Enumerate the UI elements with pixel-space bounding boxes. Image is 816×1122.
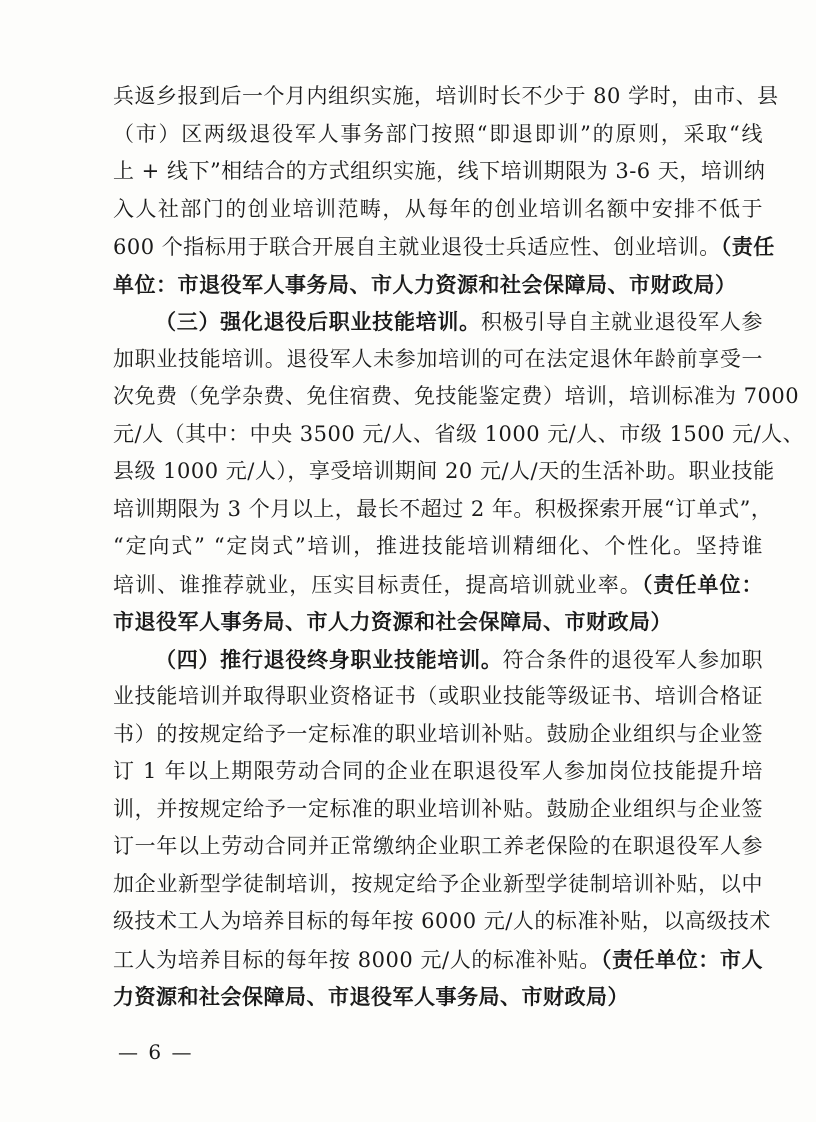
paragraph-text: 积极引导自主就业退役军人参 — [480, 310, 764, 334]
paragraph-line — [113, 566, 763, 604]
page-number: — 6 — — [118, 1040, 194, 1064]
paragraph-line — [113, 941, 763, 979]
paragraph-line: 加职业技能培训。退役军人未参加培训的可在法定退休年龄前享受一 — [113, 346, 763, 371]
paragraph-1 — [113, 78, 779, 303]
paragraph-3 — [113, 641, 771, 1016]
responsibility-label: （责任 — [720, 234, 775, 259]
paragraph-line: 培训期限为 3 个月以上，最长不超过 2 年。积极探索开展“订单式”， — [113, 496, 773, 521]
paragraph-line: 订一年以上劳动合同并正常缴纳企业职工养老保险的在职退役军人参 — [113, 834, 763, 858]
paragraph-line: 元/人（其中：中央 3500 元/人、省级 1000 元/人、市级 1500 元/人、 — [113, 421, 805, 446]
paragraph-line: 兵返乡报到后一个月内组织实施，培训时长不少于 80 学时，由市、县 — [113, 84, 779, 108]
paragraph-line: 县级 1000 元/人），享受培训期间 20 元/人/天的生活补助。职业技能 — [113, 459, 775, 483]
responsibility-label: （责任单位： — [641, 571, 764, 597]
paragraph-text: 工人为培养目标的每年按 8000 元/人的标准补贴。 — [113, 947, 601, 972]
responsibility-label: （责任单位：市人 — [600, 946, 763, 972]
section-heading: （四）推行退役终身职业技能培训。 — [155, 646, 503, 672]
paragraph-line — [113, 641, 763, 679]
paragraph-line: 训，并按规定给予一定标准的职业培训补贴。鼓励企业组织与企业签 — [113, 796, 763, 821]
responsibility-units: 市退役军人事务局、市人力资源和社会保障局、市财政局） — [113, 609, 672, 634]
paragraph-line: 订 1 年以上期限劳动合同的企业在职退役军人参加岗位技能提升培 — [113, 759, 763, 783]
paragraph-line: （市）区两级退役军人事务部门按照“即退即训”的原则，采取“线 — [113, 121, 763, 146]
paragraph-line — [113, 228, 775, 266]
paragraph-line: 加企业新型学徒制培训，按规定给予企业新型学徒制培训补贴，以中 — [113, 871, 763, 896]
paragraph-text: 600 个指标用于联合开展自主就业退役士兵适应性、创业培训。 — [113, 235, 721, 259]
paragraph-text: 培训、谁推荐就业，压实目标责任，提高培训就业率。 — [113, 572, 642, 597]
paragraph-line: “定向式” “定岗式”培训，推进技能培训精细化、个性化。坚持谁 — [113, 534, 763, 558]
paragraph-line: 业技能培训并取得职业资格证书（或职业技能等级证书、培训合格证 — [113, 684, 763, 708]
paragraph-line: 级技术工人为培养目标的每年按 6000 元/人的标准补贴，以高级技术 — [113, 909, 771, 933]
paragraph-line: 入人社部门的创业培训范畴，从每年的创业培训名额中安排不低于 — [113, 196, 763, 221]
paragraph-line: 书）的按规定给予一定标准的职业培训补贴。鼓励企业组织与企业签 — [113, 721, 763, 746]
paragraph-text: 符合条件的退役军人参加职 — [502, 647, 764, 672]
paragraph-line: 次免费（免学杂费、免住宿费、免技能鉴定费）培训，培训标准为 7000 — [113, 384, 800, 408]
paragraph-line: 上 + 线下”相结合的方式组织实施，线下培训期限为 3-6 天，培训纳 — [113, 159, 766, 183]
document-body — [113, 78, 805, 1016]
section-heading: （三）强化退役后职业技能培训。 — [155, 309, 481, 334]
responsibility-units: 力资源和社会保障局、市退役军人事务局、市财政局） — [113, 984, 629, 1009]
paragraph-2 — [113, 303, 805, 641]
responsibility-units: 单位：市退役军人事务局、市人力资源和社会保障局、市财政局） — [113, 271, 737, 297]
paragraph-line — [113, 303, 763, 341]
